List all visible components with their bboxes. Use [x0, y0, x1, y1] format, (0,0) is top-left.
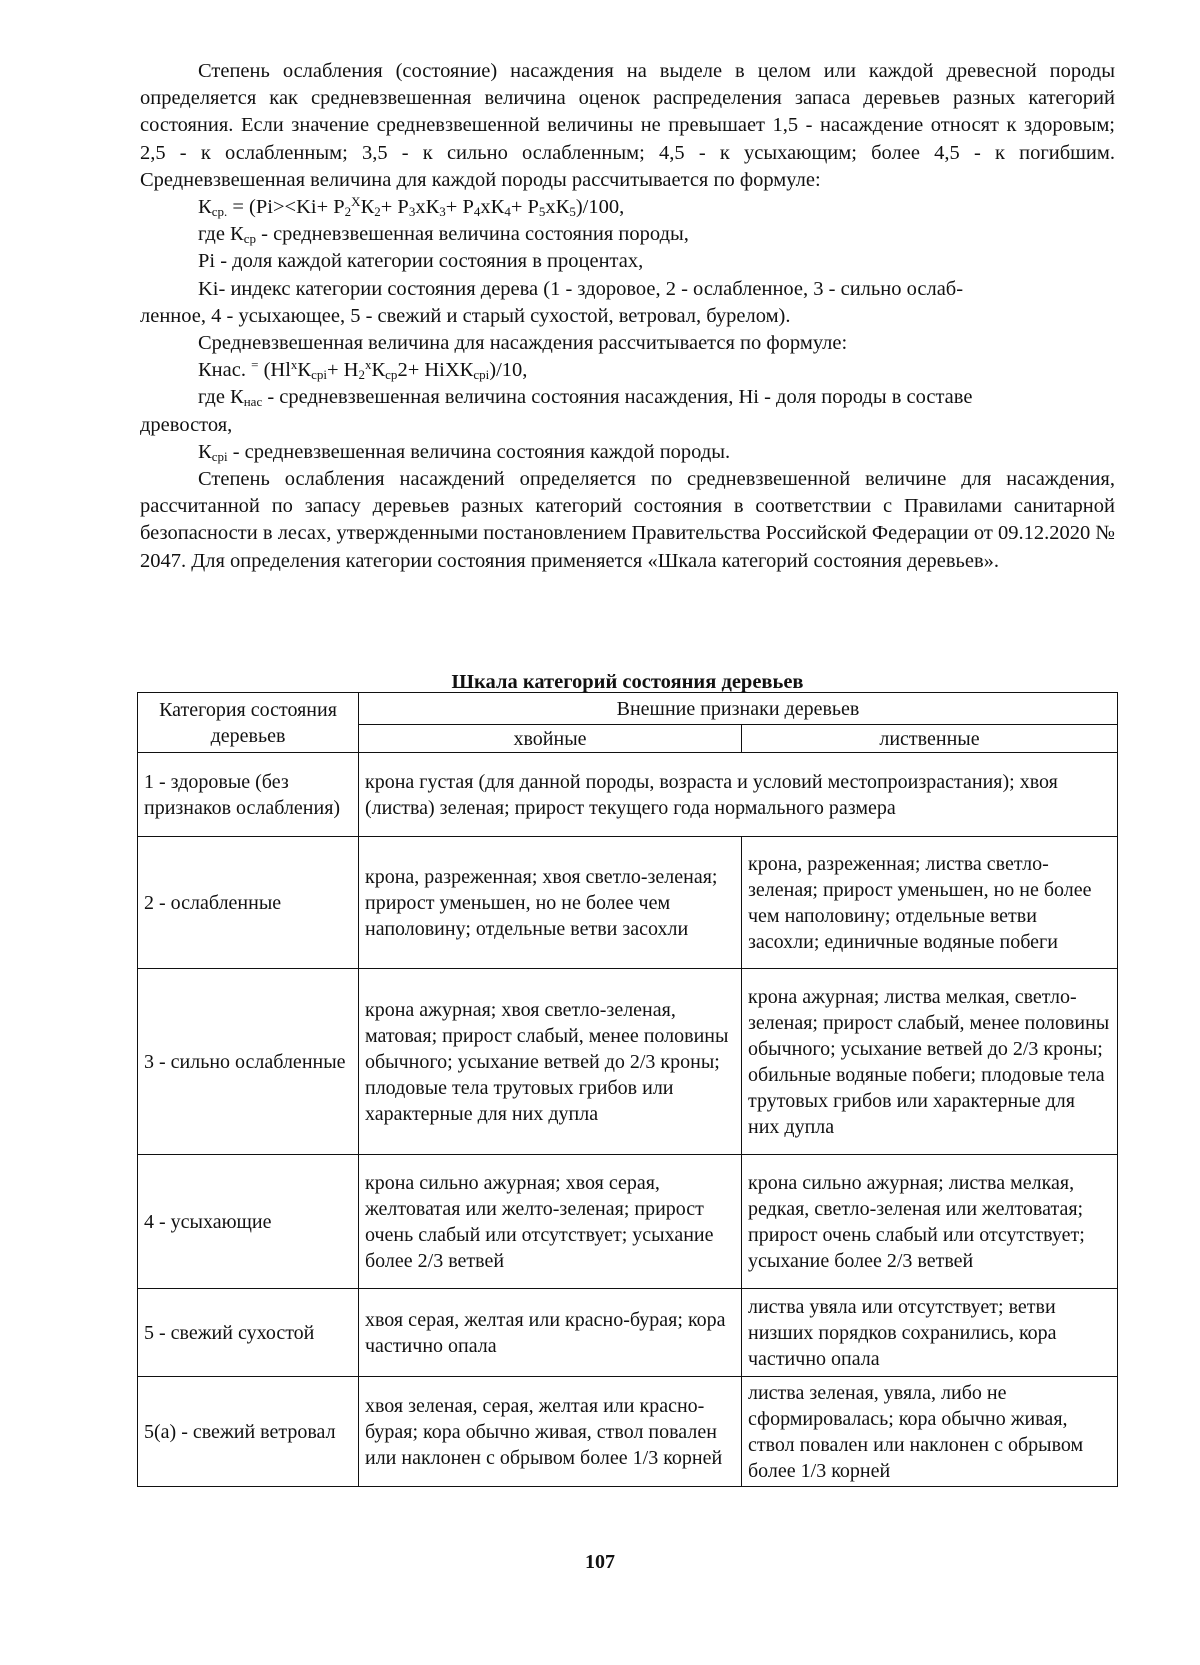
header-category: Категория состояния деревьев	[138, 693, 359, 753]
deciduous-cell: крона, разреженная; листва светло-зеленая; прирост уменьшен, но не более чем наполовину; отдельные ветви засохли; единичные водяные побеги	[742, 837, 1118, 969]
page-number: 107	[585, 1551, 615, 1573]
table-header-row	[138, 693, 1118, 725]
definition-ki-cont: ленное, 4 - усыхающее, 5 - свежий и старый сухостой, ветровал, бурелом).	[140, 304, 791, 327]
deciduous-cell: крона сильно ажурная; листва мелкая, редкая, светло-зеленая или желтоватая; прирост очень слабый или отсутствует; усыхание более 2/3 ветвей	[742, 1155, 1118, 1289]
conifer-cell: хвоя серая, желтая или красно-бурая; кора частично опала	[359, 1289, 742, 1377]
tree-condition-table	[137, 692, 1118, 1487]
conifer-cell: крона сильно ажурная; хвоя серая, желтоватая или желто-зеленая; прирост очень слабый или отсутствует; усыхание более 2/3 ветвей	[359, 1155, 742, 1289]
deciduous-cell: крона ажурная; листва мелкая, светло-зеленая; прирост слабый, менее половины обычного; усыхание ветвей до 2/3 кроны; обильные водяные побеги; плодовые тела трутовых грибов или характерные для них дупла	[742, 969, 1118, 1155]
category-cell: 5 - свежий сухостой	[138, 1289, 359, 1377]
formula-k-stand: Кнас. = ($Hl^xК_{срi}+ H_2^xК_{ср}2+$ HiXК$_{срi}$)/10,	[198, 357, 528, 383]
formula-k-avg: $К_{ср.} = (Pi><Ki+ P_2^XК_2+ P_3xК_3+ P_4xК_4+ P_5xК_5)/100$,	[198, 194, 625, 220]
paragraph-rules: Степень ослабления насаждений определяется по средневзвешенной величине для насаждения, рассчитанной по запасу деревьев разных категорий состояния в соответствии с Правилами санитарной безопасности в лесах, утвержденными постановлением Правительства Российской Федерации от 09.12.2020 № 2047. Для определения категории состояния применяется «Шкала категорий состояния деревьев».	[140, 468, 1115, 572]
header-conifer: хвойные	[359, 725, 742, 753]
definition-pi: Pi - доля каждой категории состояния в процентах,	[198, 250, 644, 273]
definition-k-stand-cont: древостоя,	[140, 413, 233, 436]
table-row	[138, 1377, 1118, 1487]
table-row	[138, 753, 1118, 837]
table-row	[138, 1289, 1118, 1377]
deciduous-cell: листва увяла или отсутствует; ветви низших порядков сохранились, кора частично опала	[742, 1289, 1118, 1377]
conifer-cell: крона ажурная; хвоя светло-зеленая, матовая; прирост слабый, менее половины обычного; усыхание ветвей до 2/3 кроны; плодовые тела трутовых грибов или характерные для них дупла	[359, 969, 742, 1155]
definition-k-avg: где $К_{ср}$ - средневзвешенная величина состояния породы,	[198, 223, 689, 247]
table-row	[138, 969, 1118, 1155]
table-row	[138, 1155, 1118, 1289]
body-text	[140, 58, 1115, 575]
definition-ki: Ki- индекс категории состояния дерева (1 - здоровое, 2 - ослабленное, 3 - сильно ослаб-	[198, 277, 964, 300]
category-cell: 1 - здоровые (без признаков ослабления)	[138, 753, 359, 837]
category-cell: 3 - сильно ослабленные	[138, 969, 359, 1155]
conifer-cell: крона, разреженная; хвоя светло-зеленая; прирост уменьшен, но не более чем наполовину; отдельные ветви засохли	[359, 837, 742, 969]
paragraph-stand-formula-intro: Средневзвешенная величина для насаждения рассчитывается по формуле:	[198, 332, 848, 355]
category-cell: 5(а) - свежий ветровал	[138, 1377, 359, 1487]
signs-merged-cell: крона густая (для данной породы, возраста и условий местопроизрастания); хвоя (листва) зеленая; прирост текущего года нормального размера	[359, 753, 1118, 837]
table-row	[138, 837, 1118, 969]
header-signs: Внешние признаки деревьев	[359, 693, 1118, 725]
category-cell: 2 - ослабленные	[138, 837, 359, 969]
definition-k-spi: $К_{срi}$ - средневзвешенная величина состояния каждой породы.	[198, 440, 731, 464]
paragraph-intro: Степень ослабления (состояние) насаждения на выделе в целом или каждой древесной породы определяется как средневзвешенная величина оценок распределения запаса деревьев разных категорий состояния. Если значение средневзвешенной величины не превышает 1,5 - насаждение относят к здоровым; 2,5 - к ослабленным; 3,5 - к сильно ослабленным; 4,5 - к усыхающим; более 4,5 - к погибшим. Средневзвешенная величина для каждой породы рассчитывается по формуле:	[140, 60, 1115, 191]
deciduous-cell: листва зеленая, увяла, либо не сформировалась; кора обычно живая, ствол повален или наклонен с обрывом более 1/3 корней	[742, 1377, 1118, 1487]
category-cell: 4 - усыхающие	[138, 1155, 359, 1289]
conifer-cell: хвоя зеленая, серая, желтая или красно-бурая; кора обычно живая, ствол повален или наклонен с обрывом более 1/3 корней	[359, 1377, 742, 1487]
definition-k-stand: где $К_{нас}$ - средневзвешенная величина состояния насаждения, Hi - доля породы в составе	[198, 386, 973, 410]
table-title: Шкала категорий состояния деревьев	[451, 671, 804, 693]
header-deciduous: лиственные	[742, 725, 1118, 753]
